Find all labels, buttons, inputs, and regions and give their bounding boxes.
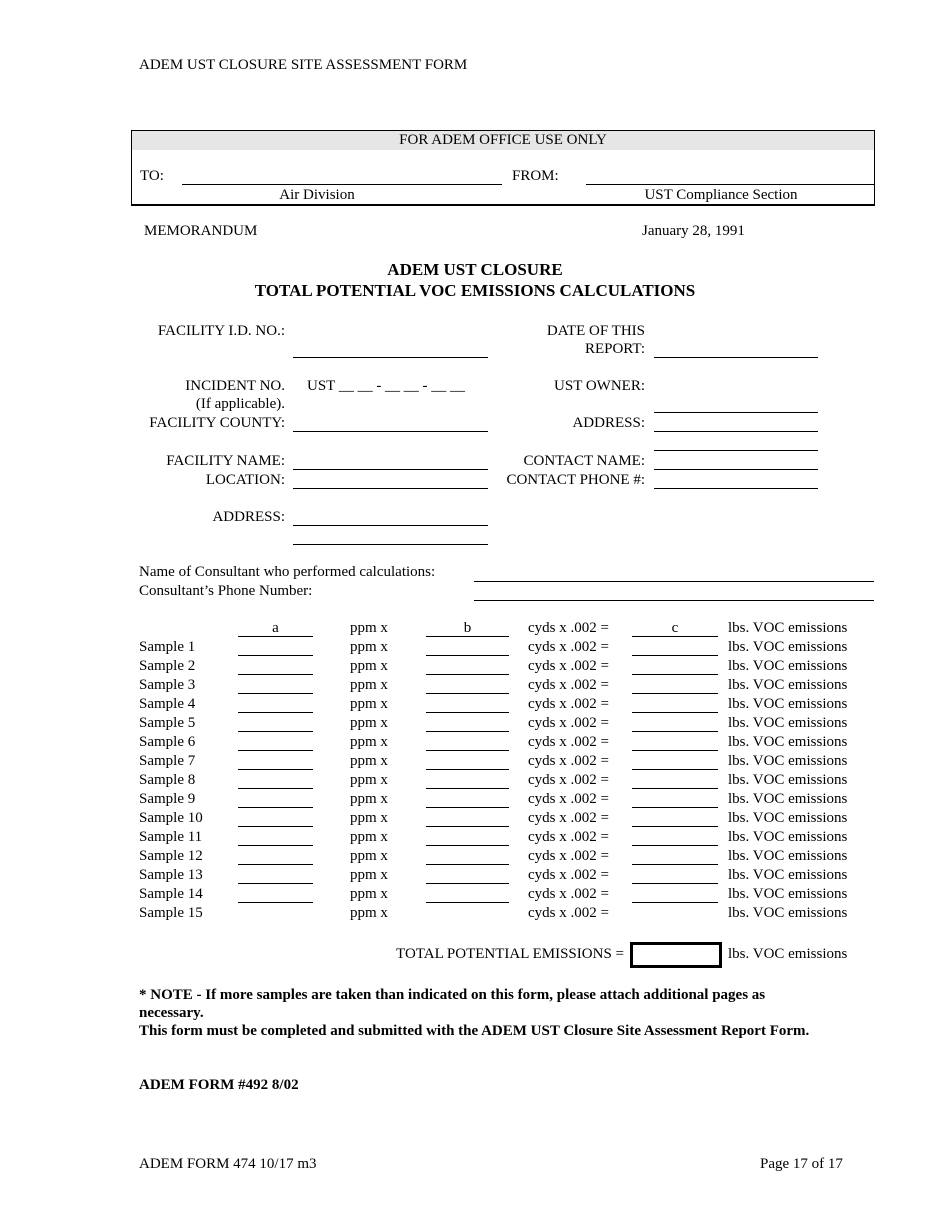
contact-phone-field[interactable] bbox=[654, 488, 818, 489]
sample-cyds-text: cyds x .002 = bbox=[528, 677, 609, 693]
office-use-heading: FOR ADEM OFFICE USE ONLY bbox=[132, 131, 874, 150]
sample-label: Sample 7 bbox=[139, 753, 196, 769]
sample-a-input[interactable] bbox=[238, 826, 313, 827]
sample-label: Sample 12 bbox=[139, 848, 203, 864]
sample-b-input[interactable] bbox=[426, 750, 509, 751]
page-title-line2: TOTAL POTENTIAL VOC EMISSIONS CALCULATIONS bbox=[254, 281, 696, 300]
sample-lbs-text: lbs. VOC emissions bbox=[728, 886, 848, 902]
col-a-header-line bbox=[238, 636, 313, 637]
facility-address-field-2[interactable] bbox=[293, 544, 488, 545]
sample-lbs-text: lbs. VOC emissions bbox=[728, 791, 848, 807]
sample-c-input[interactable] bbox=[632, 712, 718, 713]
sample-b-input[interactable] bbox=[426, 655, 509, 656]
date-report-field[interactable] bbox=[654, 357, 818, 358]
form-header-title: ADEM UST CLOSURE SITE ASSESSMENT FORM bbox=[139, 57, 468, 73]
header-lbs: lbs. VOC emissions bbox=[728, 620, 848, 636]
sample-c-input[interactable] bbox=[632, 674, 718, 675]
sample-c-input[interactable] bbox=[632, 731, 718, 732]
sample-lbs-text: lbs. VOC emissions bbox=[728, 753, 848, 769]
total-unit: lbs. VOC emissions bbox=[728, 946, 848, 962]
sample-a-input[interactable] bbox=[238, 864, 313, 865]
sample-lbs-text: lbs. VOC emissions bbox=[728, 658, 848, 674]
sample-ppm-text: ppm x bbox=[350, 639, 388, 655]
owner-address-field-2[interactable] bbox=[654, 450, 818, 451]
col-c-header-line bbox=[632, 636, 718, 637]
sample-b-input[interactable] bbox=[426, 845, 509, 846]
footer-form-id: ADEM FORM 474 10/17 m3 bbox=[139, 1156, 317, 1172]
sample-ppm-text: ppm x bbox=[350, 848, 388, 864]
sample-cyds-text: cyds x .002 = bbox=[528, 696, 609, 712]
sample-label: Sample 8 bbox=[139, 772, 196, 788]
sample-cyds-text: cyds x .002 = bbox=[528, 848, 609, 864]
sample-cyds-text: cyds x .002 = bbox=[528, 715, 609, 731]
sample-c-input[interactable] bbox=[632, 807, 718, 808]
sample-ppm-text: ppm x bbox=[350, 810, 388, 826]
incident-no-field[interactable]: UST __ __ - __ __ - __ __ bbox=[307, 378, 466, 394]
sample-b-input[interactable] bbox=[426, 731, 509, 732]
incident-no-label: INCIDENT NO. bbox=[185, 378, 285, 394]
sample-a-input[interactable] bbox=[238, 807, 313, 808]
sample-lbs-text: lbs. VOC emissions bbox=[728, 696, 848, 712]
sample-cyds-text: cyds x .002 = bbox=[528, 639, 609, 655]
sample-ppm-text: ppm x bbox=[350, 658, 388, 674]
sample-ppm-text: ppm x bbox=[350, 867, 388, 883]
sample-cyds-text: cyds x .002 = bbox=[528, 772, 609, 788]
col-c-header: c bbox=[671, 620, 679, 636]
total-emissions-field[interactable] bbox=[630, 942, 722, 968]
consultant-phone-label: Consultant’s Phone Number: bbox=[139, 583, 313, 599]
sample-b-input[interactable] bbox=[426, 769, 509, 770]
sample-b-input[interactable] bbox=[426, 826, 509, 827]
sample-lbs-text: lbs. VOC emissions bbox=[728, 848, 848, 864]
sample-b-input[interactable] bbox=[426, 674, 509, 675]
date-report-label-1: DATE OF THIS bbox=[546, 323, 645, 339]
col-a-header: a bbox=[272, 620, 279, 636]
ust-owner-label: UST OWNER: bbox=[554, 378, 645, 394]
contact-name-label: CONTACT NAME: bbox=[523, 453, 645, 469]
sample-b-input[interactable] bbox=[426, 883, 509, 884]
sample-label: Sample 6 bbox=[139, 734, 196, 750]
sample-lbs-text: lbs. VOC emissions bbox=[728, 867, 848, 883]
to-value: Air Division bbox=[279, 187, 355, 203]
sample-b-input[interactable] bbox=[426, 693, 509, 694]
sample-a-input[interactable] bbox=[238, 769, 313, 770]
sample-b-input[interactable] bbox=[426, 712, 509, 713]
location-label: LOCATION: bbox=[205, 472, 285, 488]
sample-a-input[interactable] bbox=[238, 731, 313, 732]
sample-cyds-text: cyds x .002 = bbox=[528, 810, 609, 826]
sample-cyds-text: cyds x .002 = bbox=[528, 658, 609, 674]
sample-cyds-text: cyds x .002 = bbox=[528, 886, 609, 902]
sample-lbs-text: lbs. VOC emissions bbox=[728, 810, 848, 826]
footer-page-number: Page 17 of 17 bbox=[760, 1156, 843, 1172]
memo-date: January 28, 1991 bbox=[642, 223, 745, 239]
sample-c-input[interactable] bbox=[632, 769, 718, 770]
sample-a-input[interactable] bbox=[238, 712, 313, 713]
sample-lbs-text: lbs. VOC emissions bbox=[728, 639, 848, 655]
facility-address-label: ADDRESS: bbox=[212, 509, 285, 525]
header-cyds: cyds x .002 = bbox=[528, 620, 609, 636]
consultant-name-label: Name of Consultant who performed calculations: bbox=[139, 564, 436, 580]
from-label: FROM: bbox=[512, 168, 559, 184]
sample-label: Sample 14 bbox=[139, 886, 203, 902]
sample-ppm-text: ppm x bbox=[350, 829, 388, 845]
sample-b-input[interactable] bbox=[426, 807, 509, 808]
owner-address-label: ADDRESS: bbox=[572, 415, 645, 431]
sample-b-input[interactable] bbox=[426, 864, 509, 865]
sample-ppm-text: ppm x bbox=[350, 905, 388, 921]
sample-a-input[interactable] bbox=[238, 693, 313, 694]
sample-label: Sample 4 bbox=[139, 696, 196, 712]
sample-a-input[interactable] bbox=[238, 845, 313, 846]
sample-ppm-text: ppm x bbox=[350, 753, 388, 769]
to-label: TO: bbox=[140, 168, 164, 184]
sample-label: Sample 5 bbox=[139, 715, 196, 731]
sample-lbs-text: lbs. VOC emissions bbox=[728, 905, 848, 921]
from-line[interactable] bbox=[586, 184, 874, 185]
sample-c-input[interactable] bbox=[632, 655, 718, 656]
contact-phone-label: CONTACT PHONE #: bbox=[506, 472, 645, 488]
sample-lbs-text: lbs. VOC emissions bbox=[728, 772, 848, 788]
sample-a-input[interactable] bbox=[238, 788, 313, 789]
sample-ppm-text: ppm x bbox=[350, 886, 388, 902]
facility-address-field-1[interactable] bbox=[293, 525, 488, 526]
sample-ppm-text: ppm x bbox=[350, 772, 388, 788]
consultant-name-field[interactable] bbox=[474, 581, 874, 582]
date-report-label-2: REPORT: bbox=[584, 341, 645, 357]
facility-id-label: FACILITY I.D. NO.: bbox=[157, 323, 285, 339]
contact-name-field[interactable] bbox=[654, 469, 818, 470]
sample-c-input[interactable] bbox=[632, 693, 718, 694]
consultant-phone-field[interactable] bbox=[474, 600, 874, 601]
sample-b-input[interactable] bbox=[426, 902, 509, 903]
sample-c-input[interactable] bbox=[632, 750, 718, 751]
sample-a-input[interactable] bbox=[238, 750, 313, 751]
sample-a-input[interactable] bbox=[238, 655, 313, 656]
page-title-line1: ADEM UST CLOSURE bbox=[387, 260, 563, 279]
sample-label: Sample 1 bbox=[139, 639, 196, 655]
sample-cyds-text: cyds x .002 = bbox=[528, 791, 609, 807]
sample-cyds-text: cyds x .002 = bbox=[528, 734, 609, 750]
sample-c-input[interactable] bbox=[632, 845, 718, 846]
sample-label: Sample 9 bbox=[139, 791, 196, 807]
sample-a-input[interactable] bbox=[238, 902, 313, 903]
sample-label: Sample 10 bbox=[139, 810, 203, 826]
sample-b-input[interactable] bbox=[426, 788, 509, 789]
sample-c-input[interactable] bbox=[632, 902, 718, 903]
sample-label: Sample 15 bbox=[139, 905, 203, 921]
sample-cyds-text: cyds x .002 = bbox=[528, 753, 609, 769]
adem-form-number: ADEM FORM #492 8/02 bbox=[139, 1077, 299, 1093]
ust-owner-field[interactable] bbox=[654, 412, 818, 413]
sample-ppm-text: ppm x bbox=[350, 696, 388, 712]
sample-c-input[interactable] bbox=[632, 864, 718, 865]
total-label: TOTAL POTENTIAL EMISSIONS = bbox=[396, 946, 624, 962]
memorandum-label: MEMORANDUM bbox=[144, 223, 258, 239]
sample-ppm-text: ppm x bbox=[350, 791, 388, 807]
facility-name-label: FACILITY NAME: bbox=[166, 453, 285, 469]
sample-ppm-text: ppm x bbox=[350, 734, 388, 750]
col-b-header-line bbox=[426, 636, 509, 637]
sample-lbs-text: lbs. VOC emissions bbox=[728, 829, 848, 845]
to-line[interactable] bbox=[182, 184, 502, 185]
sample-label: Sample 11 bbox=[139, 829, 203, 845]
sample-label: Sample 13 bbox=[139, 867, 203, 883]
sample-lbs-text: lbs. VOC emissions bbox=[728, 677, 848, 693]
office-use-box bbox=[131, 130, 875, 206]
owner-address-field-1[interactable] bbox=[654, 431, 818, 432]
sample-label: Sample 2 bbox=[139, 658, 196, 674]
sample-cyds-text: cyds x .002 = bbox=[528, 867, 609, 883]
col-b-header: b bbox=[463, 620, 472, 636]
sample-c-input[interactable] bbox=[632, 883, 718, 884]
sample-label: Sample 3 bbox=[139, 677, 196, 693]
sample-ppm-text: ppm x bbox=[350, 715, 388, 731]
if-applicable-label: (If applicable). bbox=[195, 396, 285, 412]
sample-lbs-text: lbs. VOC emissions bbox=[728, 734, 848, 750]
note-submission: This form must be completed and submitted with the ADEM UST Closure Site Assessment Report Form. bbox=[139, 1023, 810, 1039]
header-ppm: ppm x bbox=[350, 620, 388, 636]
sample-a-input[interactable] bbox=[238, 883, 313, 884]
facility-county-label: FACILITY COUNTY: bbox=[149, 415, 285, 431]
note-more-samples: * NOTE - If more samples are taken than indicated on this form, please attach additional pages as necessary. bbox=[139, 987, 766, 1021]
sample-cyds-text: cyds x .002 = bbox=[528, 829, 609, 845]
sample-c-input[interactable] bbox=[632, 788, 718, 789]
sample-c-input[interactable] bbox=[632, 826, 718, 827]
from-value: UST Compliance Section bbox=[644, 187, 798, 203]
sample-ppm-text: ppm x bbox=[350, 677, 388, 693]
sample-lbs-text: lbs. VOC emissions bbox=[728, 715, 848, 731]
sample-a-input[interactable] bbox=[238, 674, 313, 675]
sample-cyds-text: cyds x .002 = bbox=[528, 905, 609, 921]
